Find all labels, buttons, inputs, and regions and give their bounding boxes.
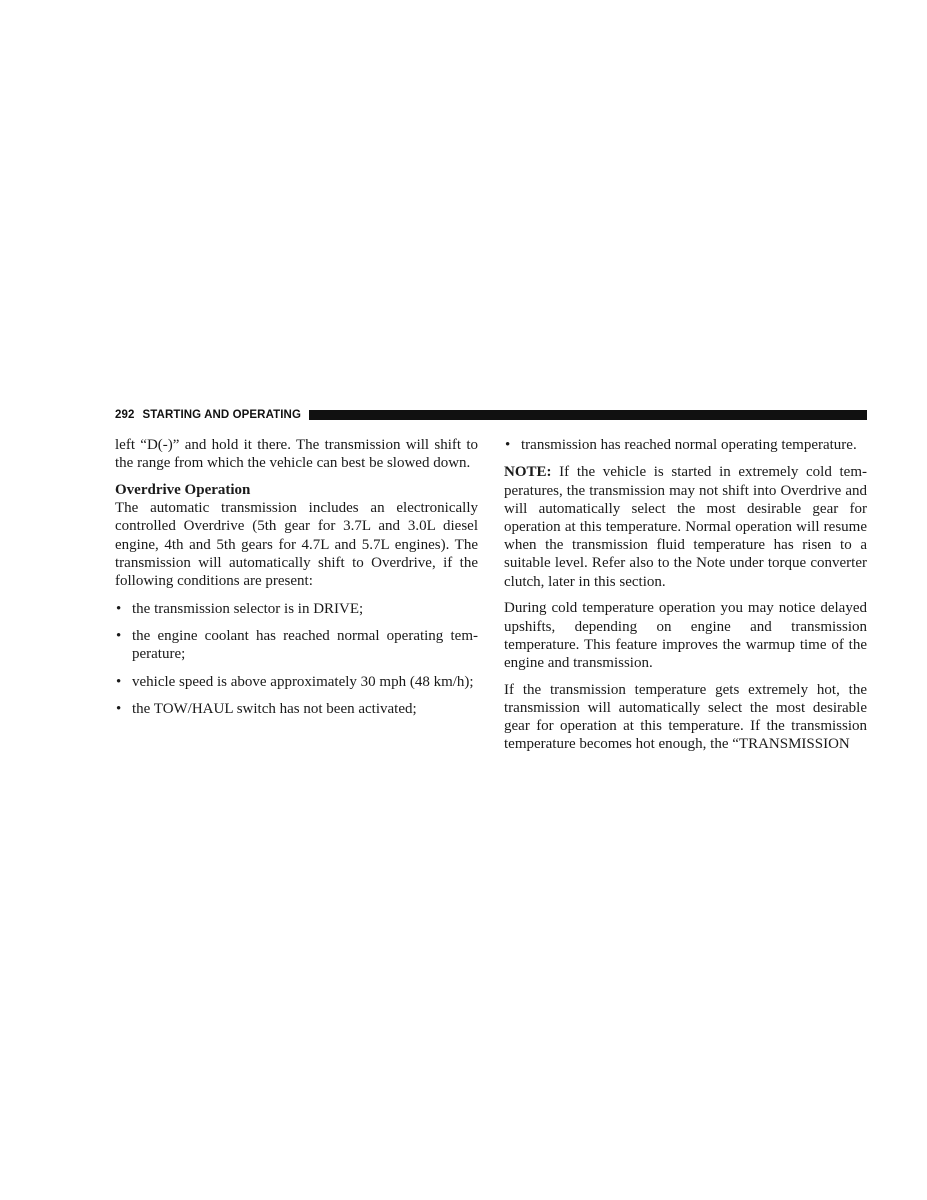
list-item bbox=[115, 600, 478, 618]
hot-temperature-paragraph: If the transmission temperature gets extremely hot, the transmission will automatically select the most desirable gear for operation at this temperature. If the transmission temperature becomes hot enough, the “TRANSMISSION bbox=[504, 681, 867, 753]
list-item bbox=[115, 673, 478, 691]
bullet-icon: • bbox=[505, 437, 511, 453]
cold-temperature-paragraph: During cold temperature operation you may notice delayed upshifts, depending on engine and transmission temperature. This feature improves the warmup time of the engine and transmission. bbox=[504, 600, 867, 672]
header-rule bbox=[309, 410, 867, 420]
subheading-overdrive-operation: Overdrive Operation bbox=[115, 482, 251, 498]
overdrive-paragraph: The automatic transmission includes an electronically controlled Overdrive (5th gear for 3.7L and 3.0L diesel engine, 4th and 5th gears for 4.7L and 5.7L engines). The transmission will automatically shift to Overdrive, if the following conditions are present: bbox=[115, 500, 478, 590]
bullet-icon: • bbox=[116, 628, 122, 644]
bullet-icon: • bbox=[116, 700, 122, 717]
list-item-text: the TOW/HAUL switch has not been activated; bbox=[132, 700, 417, 717]
list-item-text: the engine coolant has reached normal operating temperature; bbox=[132, 628, 478, 663]
note-paragraph bbox=[504, 463, 867, 590]
left-column bbox=[115, 436, 478, 727]
list-item bbox=[115, 700, 478, 718]
right-column bbox=[504, 436, 867, 762]
page-number: 292 bbox=[115, 409, 135, 421]
overdrive-conditions-list bbox=[115, 600, 478, 719]
overdrive-conditions-list-continued bbox=[504, 436, 867, 454]
list-item bbox=[115, 627, 478, 663]
bullet-icon: • bbox=[116, 600, 122, 617]
list-item-text: the transmission selector is in DRIVE; bbox=[132, 600, 364, 617]
note-text: If the vehicle is started in extremely cold temperatures, the transmission may not shift into Overdrive and will automatically select the most desirable gear for operation at this temperature. Normal operation will resume when the transmission fluid temperature has risen to a suitable level. Refer also to the Note under torque converter clutch, later in this section. bbox=[504, 464, 867, 590]
note-label: NOTE: bbox=[504, 464, 552, 481]
section-title: STARTING AND OPERATING bbox=[142, 409, 302, 421]
bullet-icon: • bbox=[116, 673, 122, 690]
intro-paragraph: left “D(-)” and hold it there. The transmission will shift to the range from which the vehicle can best be slowed down. bbox=[115, 437, 478, 472]
list-item-text: vehicle speed is above approximately 30 mph (48 km/h); bbox=[132, 673, 474, 690]
page-header bbox=[115, 408, 867, 422]
list-item-text: transmission has reached normal operating temperature. bbox=[521, 437, 857, 453]
list-item bbox=[504, 436, 867, 454]
